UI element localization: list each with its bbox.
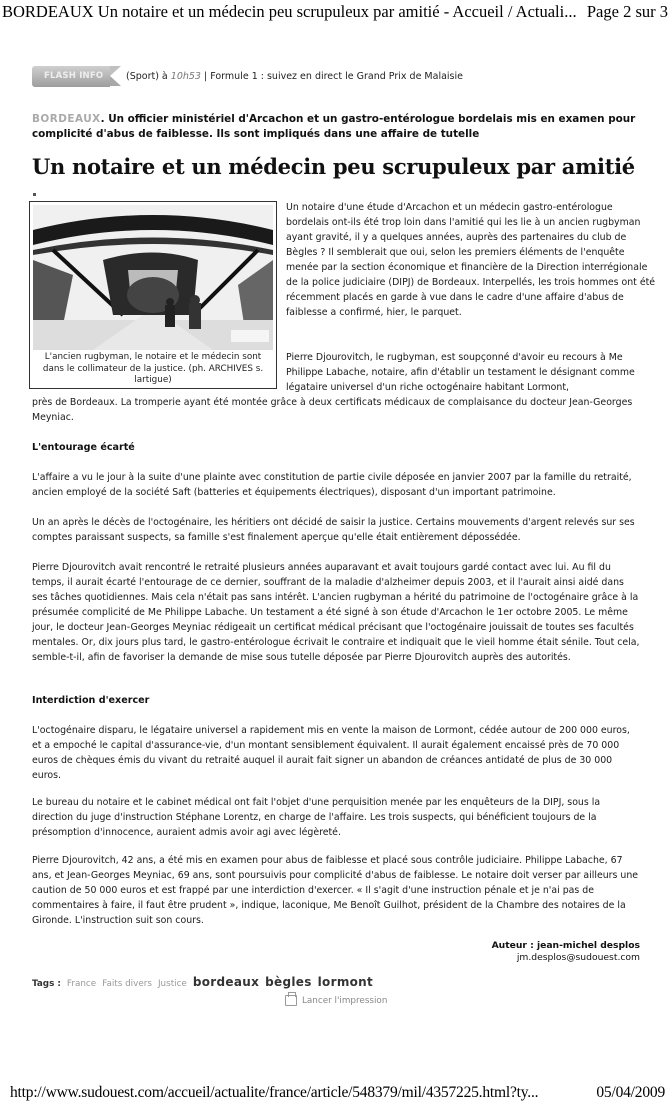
- subheading-interdiction: Interdiction d'exercer: [32, 695, 150, 706]
- paragraph-1: Un notaire d'une étude d'Arcachon et un médecin gastro-entérologue bordelais ont-ils été trop loin dans l'amitié qui les lie à un ancien rugbyman ayant gravité, il y a quelques années, auprès des partenaires du club de Bègles ? Il semblerait que oui, selon les premiers éléments de l'enquête menée par la section économique et financière de la Direction interrégionale de la police judiciaire (DIPJ) de Bordeaux. Interpellés, les trois hommes ont été récemment placés en garde à vue dans le cadre d'une affaire d'abus de faiblesse a confirmé, hier, le parquet.: [286, 202, 656, 318]
- tag-justice[interactable]: Justice: [157, 979, 187, 989]
- flash-info-text[interactable]: [126, 71, 463, 82]
- page-url: http://www.sudouest.com/accueil/actualite/france/article/548379/mil/4357225.html?ty...: [10, 1084, 539, 1101]
- lede-text: . Un officier ministériel d'Arcachon et un gastro-entérologue bordelais mis en examen pour complicité d'abus de faiblesse. Ils sont impliqués dans une affaire de tutelle: [32, 113, 636, 140]
- tags-label: Tags :: [32, 979, 61, 989]
- bullet-marker: [33, 193, 36, 196]
- print-article-button[interactable]: [285, 995, 387, 1006]
- paragraph-2-bottom: près de Bordeaux. La tromperie ayant été montée grâce à deux certificats médicaux de complaisance du docteur Jean-Georges Meyniac.: [32, 397, 633, 423]
- paragraph-8: Pierre Djourovitch, 42 ans, a été mis en examen pour abus de faiblesse et placé sous contrôle judiciaire. Philippe Labache, 67 ans, et Jean-Georges Meyniac, 69 ans, sont poursuivis pour complicité d'abus de faiblesse. Le notaire doit verser par ailleurs une caution de 50 000 euros et est frappé par une interdiction d'exercer. « Il s'agit d'une instruction pénale et je n'ai pas de commentaires à faire, il faut être prudent », indique, laconique, Me Benoît Guilhot, président de la Chambre des notaires de la Gironde. L'instruction suit son cours.: [32, 855, 639, 926]
- paragraph-3: L'affaire a vu le jour à la suite d'une plainte avec constitution de partie civile déposée en janvier 2007 par la famille du retraité, ancien employé de la société Saft (batteries et équipements électriques), disposant d'un important patrimoine.: [32, 472, 632, 498]
- page-number: Page 2 sur 3: [586, 2, 668, 21]
- subheading-entourage: L'entourage écarté: [32, 442, 135, 453]
- author-name: Auteur : jean-michel desplos: [491, 940, 640, 951]
- paragraph-6: L'octogénaire disparu, le légataire universel a rapidement mis en vente la maison de Lormont, cédée autour de 200 000 euros, et a empoché le capital d'assurance-vie, d'un montant sensiblement équivalent. Il aurait également encaissé près de 70 000 euros de chèques émis du vivant du retraité auquel il aurait fait signer un abandon de créances antidaté de plus de 30 000 euros.: [32, 725, 630, 781]
- flash-info-bar: [32, 65, 463, 87]
- print-header-title: BORDEAUX Un notaire et un médecin peu scrupuleux par amitié - Accueil / Actuali...: [2, 2, 577, 21]
- tag-france[interactable]: France: [66, 979, 97, 989]
- flash-category: (Sport) à: [126, 70, 171, 82]
- photo-caption: L'ancien rugbyman, le notaire et le médecin sont dans le collimateur de la justice. (ph. ARCHIVES s. lartigue): [42, 352, 264, 385]
- tag-begles[interactable]: bègles: [265, 975, 312, 989]
- tags-list: [32, 975, 373, 989]
- author-block: [492, 940, 640, 964]
- print-header: [2, 0, 670, 24]
- paragraph-5: Pierre Djourovitch avait rencontré le retraité plusieurs années auparavant et avait toujours gardé contact avec lui. Au fil du temps, il aurait écarté l'entourage de ce dernier, souffrant de la maladie d'alzheimer depuis 2003, et il l'aurait ainsi aidé dans ses tâches quotidiennes. Mais cela n'était pas sans intérêt. L'ancien rugbyman a hérité du patrimoine de l'octogénaire grâce à la présumée complicité de Me Philippe Labache. Un testament a été signé à son étude d'Arcachon le 1er octobre 2005. Le même jour, le docteur Jean-Georges Meyniac rédigeait un certificat médical précisant que l'octogénaire jouissait de toutes ses facultés mentales. Or, dix jours plus tard, le gastro-entérologue écrivait le contraire et indiquait que le vieil homme était sénile. Tout cela, semble-t-il, afin de favoriser la demande de mise sous tutelle déposée par Pierre Djourovitch auprès des autorités.: [32, 562, 640, 663]
- paragraph-7: Le bureau du notaire et le cabinet médical ont fait l'objet d'une perquisition menée par les enquêteurs de la DIPJ, sous la direction du juge d'instruction Stéphane Lorentz, en charge de l'affaire. Les trois suspects, qui bénéficient toujours de la présomption d'innocence, auraient admis avoir agi avec légèreté.: [32, 797, 601, 838]
- flash-separator: |: [200, 70, 211, 82]
- author-email-link[interactable]: jm.desplos@sudouest.com: [516, 952, 640, 963]
- print-footer: [10, 1082, 665, 1104]
- paragraph-2-top: Pierre Djourovitch, le rugbyman, est soupçonné d'avoir eu recours à Me Philippe Labache, notaire, afin d'établir un testament le désignant comme légataire universel d'un riche octogénaire habitant Lormont,: [286, 352, 635, 393]
- article-title: Un notaire et un médecin peu scrupuleux par amitié: [32, 154, 635, 179]
- print-link-label: Lancer l'impression: [302, 995, 388, 1006]
- printer-icon: [285, 995, 297, 1006]
- tag-bordeaux[interactable]: bordeaux: [192, 975, 260, 989]
- article-photo: [33, 205, 273, 350]
- tag-faits-divers[interactable]: Faits divers: [102, 979, 152, 989]
- photo-stadium-bell-image: [33, 205, 273, 350]
- print-date: 05/04/2009: [596, 1084, 665, 1101]
- article-figure: [29, 201, 277, 389]
- paragraph-4: Un an après le décès de l'octogénaire, les héritiers ont décidé de saisir la justice. Certains mouvements d'argent relevés sur ses comptes paraissant suspects, sa famille s'est finalement aperçue qu'elle était entièrement dépossédée.: [32, 517, 635, 543]
- flash-time: 10h53: [170, 70, 201, 82]
- flash-headline-link[interactable]: Formule 1 : suivez en direct le Grand Prix de Malaisie: [210, 70, 463, 82]
- article-lede: [32, 112, 642, 142]
- tag-lormont[interactable]: lormont: [317, 975, 374, 989]
- lede-city: BORDEAUX: [32, 113, 101, 125]
- flash-info-badge: FLASH INFO: [32, 66, 110, 87]
